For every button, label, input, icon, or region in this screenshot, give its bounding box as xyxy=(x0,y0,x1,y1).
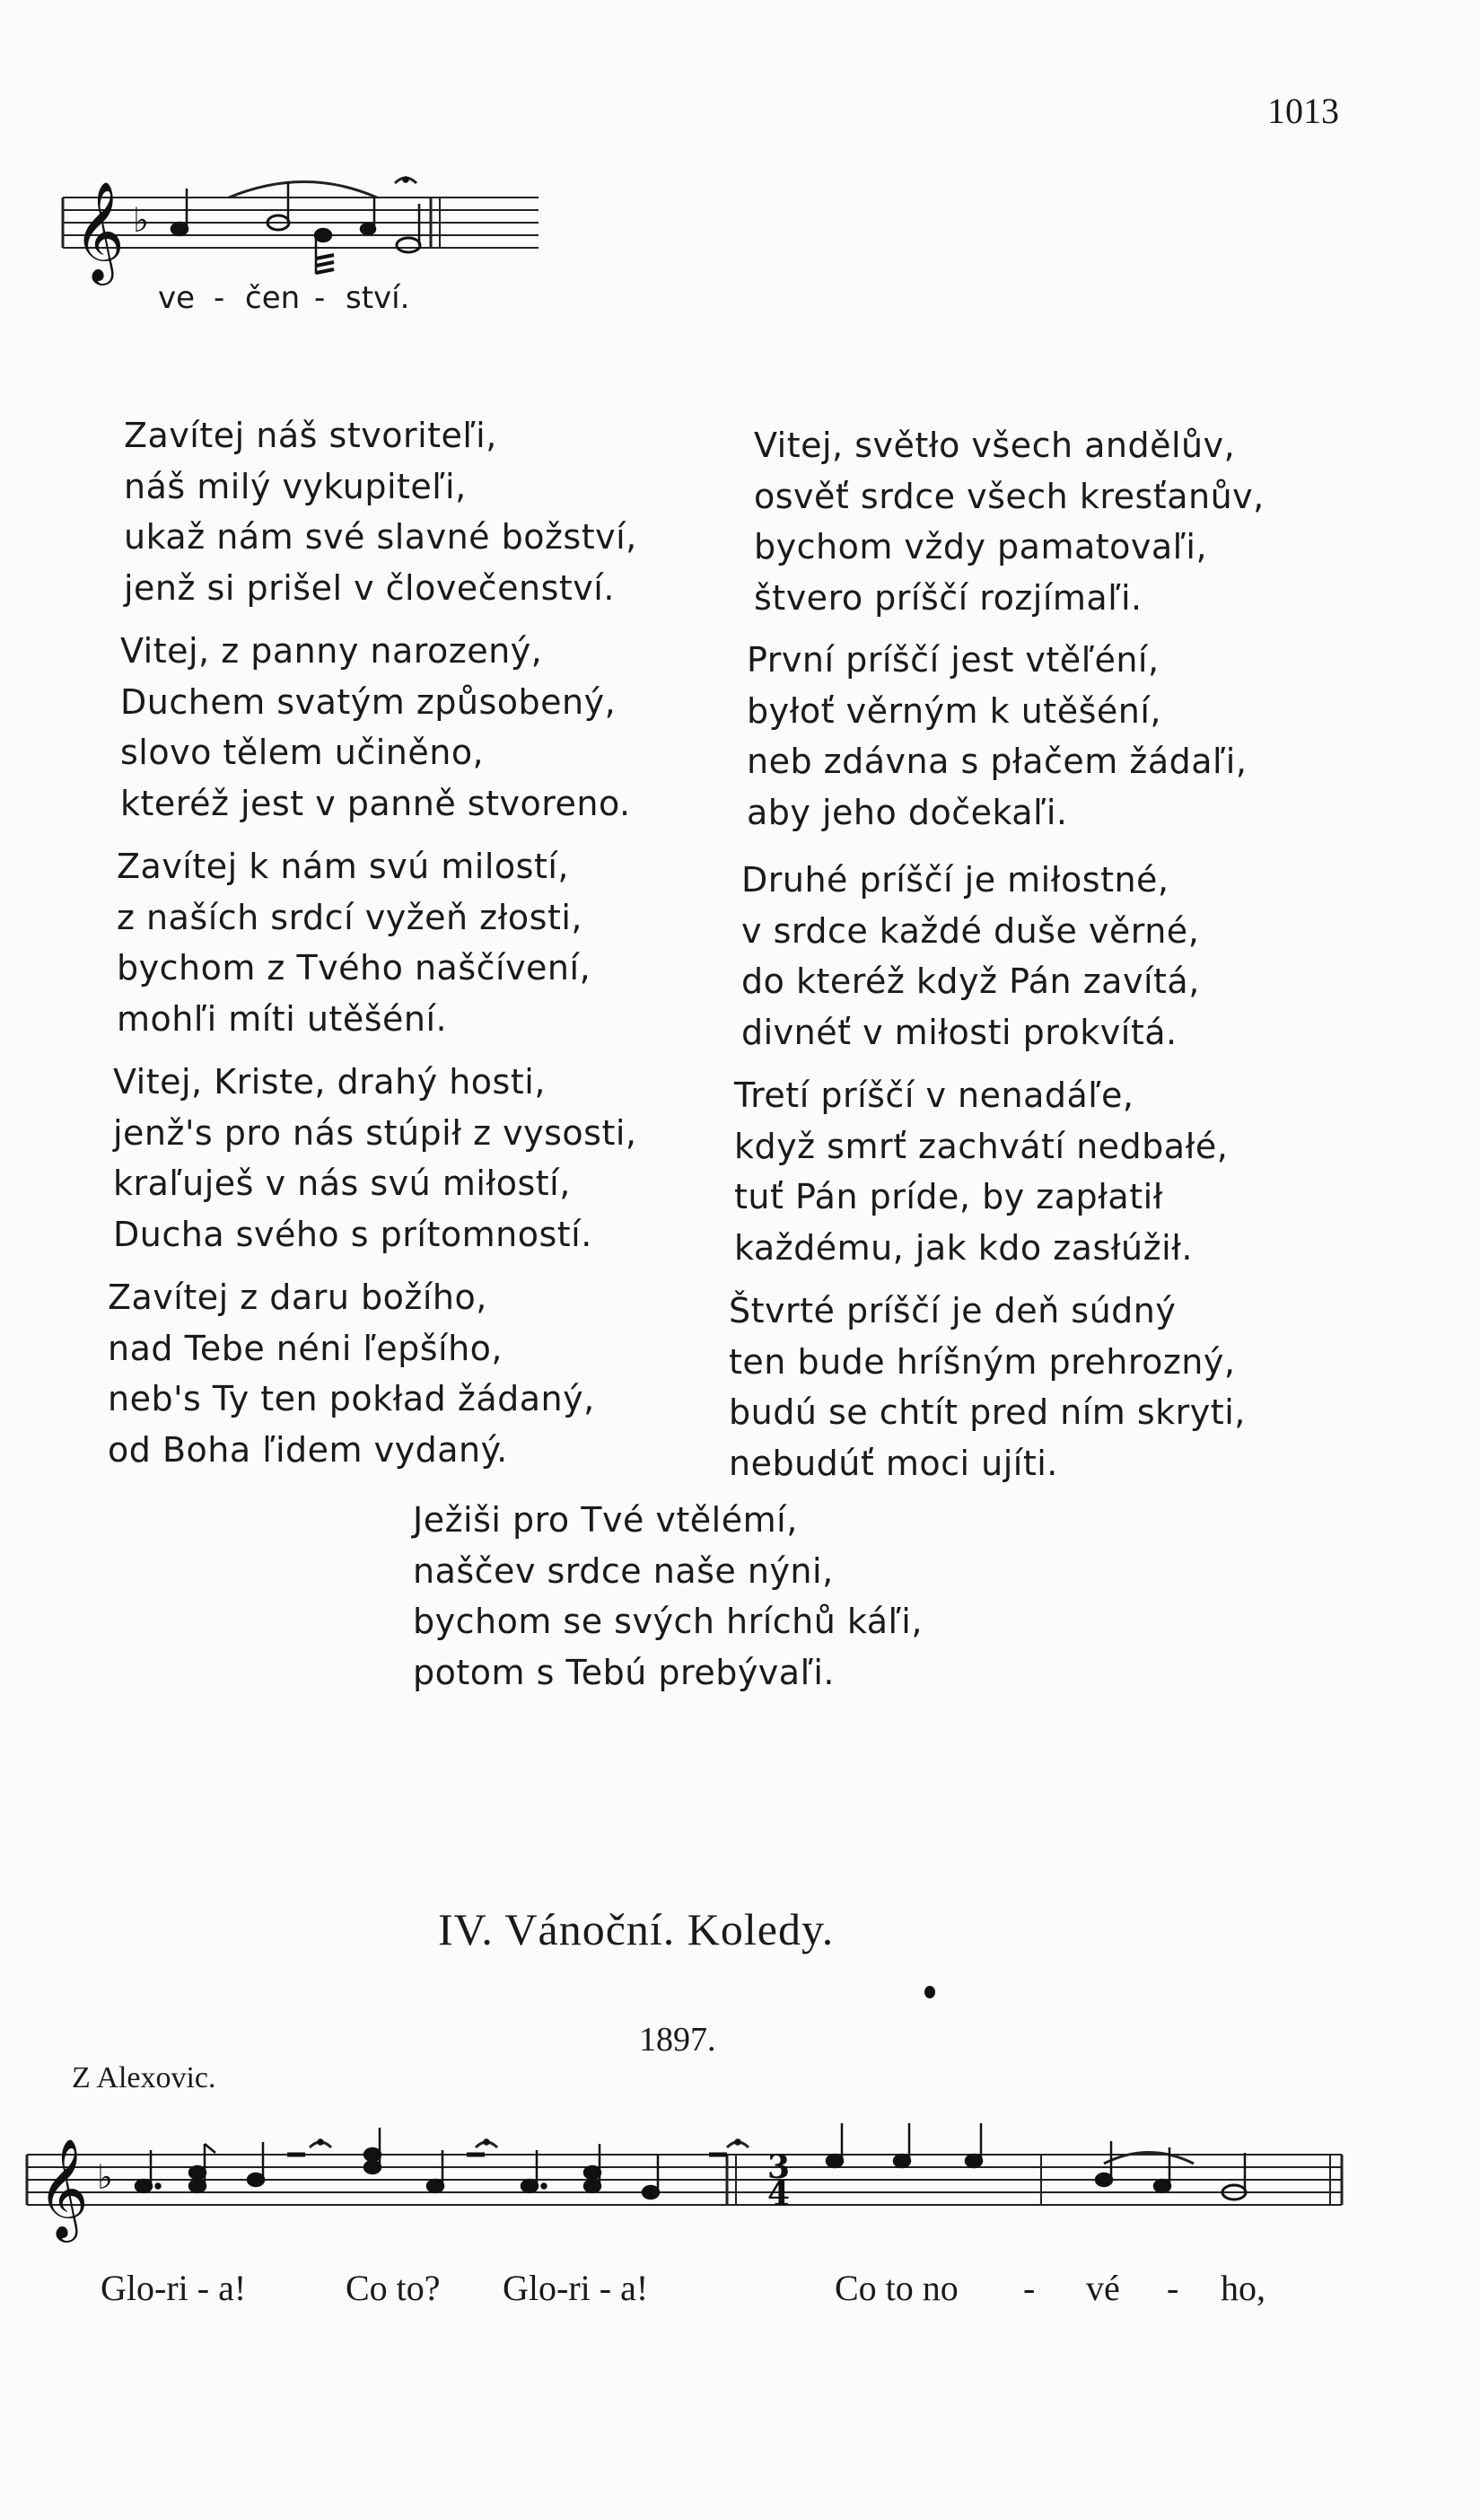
verse-line: Ducha svého s prítomností. xyxy=(113,1214,592,1254)
stanza-center xyxy=(413,1495,923,1698)
svg-text:𝄞: 𝄞 xyxy=(74,180,125,281)
verse-line: štvero príščí rozjímaľi. xyxy=(754,577,1143,618)
stanza-left-5 xyxy=(108,1272,595,1475)
verse-line: osvěť srdce všech kresťanův, xyxy=(754,476,1265,516)
verse-line: v srdce každé duše věrné, xyxy=(741,910,1200,951)
verse-line: aby jeho dočekaľi. xyxy=(747,792,1068,832)
verse-line: Vitej, Kriste, drahý hosti, xyxy=(113,1062,546,1102)
stanza-left-2 xyxy=(120,626,631,829)
svg-text:𝄞: 𝄞 xyxy=(38,2138,89,2238)
verse-line: slovo tělem učiněno, xyxy=(120,733,485,772)
stanza-right-2 xyxy=(747,635,1247,838)
verse-line: Ježiši pro Tvé vtělémí, xyxy=(413,1500,798,1540)
verse-line: Štvrté príščí je deň súdný xyxy=(729,1291,1177,1330)
verse-line: První príščí jest vtěľéní, xyxy=(747,640,1160,680)
verse-line: byłoť věrným k utěšéní, xyxy=(747,690,1161,731)
verse-line: Zavítej z daru božího, xyxy=(108,1278,487,1317)
verse-line: Zavítej náš stvoriteľi, xyxy=(124,416,497,455)
verse-line: Druhé príščí je miłostné, xyxy=(741,860,1169,900)
verse-line: Zavítej k nám svú milostí, xyxy=(117,847,569,886)
lyric-syllable: ho, xyxy=(1221,2268,1265,2308)
syllable: ve xyxy=(158,280,196,316)
verse-line: Vitej, z panny narozený, xyxy=(120,631,543,671)
lyric-syllable: Glo-ri - a! xyxy=(503,2268,649,2308)
verse-line: kteréž jest v panně stvoreno. xyxy=(120,783,631,823)
syllable: čen xyxy=(245,280,301,316)
verse-line: ukaž nám své slavné božství, xyxy=(124,517,637,557)
verse-line: jenž's pro nás stúpił z vysosti, xyxy=(113,1112,637,1153)
stanza-left-4 xyxy=(113,1057,637,1260)
lyric-syllable: vé xyxy=(1086,2268,1120,2308)
verse-line: divnéť v miłosti prokvítá. xyxy=(741,1012,1178,1052)
lyric-syllable: - xyxy=(1167,2268,1179,2308)
verse-line: Duchem svatým způsobený, xyxy=(120,681,617,722)
verse-line: nad Tebe néni ľepšího, xyxy=(108,1328,503,1368)
verse-line: Tretí príščí v nenadáľe, xyxy=(734,1076,1134,1115)
lyric-syllable: - xyxy=(1023,2268,1036,2308)
verse-line: tuť Pán príde, by zapłatił xyxy=(734,1177,1163,1216)
verse-line: neb zdávna s płačem žádaľi, xyxy=(747,742,1248,781)
verse-line: Vitej, světło všech andělův, xyxy=(754,426,1236,465)
verse-line: od Boha ľidem vydaný. xyxy=(108,1429,508,1470)
verse-line: každému, jak kdo zasłúžił. xyxy=(734,1227,1194,1268)
svg-text:♭: ♭ xyxy=(133,200,149,240)
verse-line: z naších srdcí vyžeň złosti, xyxy=(117,897,583,937)
verse-line: do kteréž když Pán zavítá, xyxy=(741,961,1200,1001)
svg-text:♭: ♭ xyxy=(97,2157,113,2197)
section-title: IV. Vánoční. Koledy. xyxy=(438,1904,835,1954)
syllable: - xyxy=(314,280,326,316)
verse-line: naščev srdce naše nýni, xyxy=(413,1550,834,1591)
stanza-left-3 xyxy=(117,841,591,1044)
lyric-syllable: Co to no xyxy=(835,2268,959,2308)
verse-line: bychom vždy pamatovaľi, xyxy=(754,527,1208,566)
verse-line: nebudúť moci ujíti. xyxy=(729,1443,1058,1483)
music-staff-koleda xyxy=(18,2101,1364,2244)
page-number: 1013 xyxy=(1267,91,1339,131)
stanza-right-3 xyxy=(741,855,1200,1058)
ink-dot xyxy=(924,1986,935,1998)
verse-line: náš milý vykupiteľi, xyxy=(124,466,467,506)
verse-line: bychom z Tvého naščívení, xyxy=(117,948,591,988)
syllable: ství. xyxy=(346,280,410,316)
verse-line: mohľi míti utěšéní. xyxy=(117,998,448,1039)
verse-line: bychom se svých hríchů káľi, xyxy=(413,1602,923,1641)
time-signature-top: 3 xyxy=(767,2148,791,2186)
origin: Z Alexovic. xyxy=(72,2061,216,2094)
stanza-right-1 xyxy=(754,420,1265,623)
stanza-right-4 xyxy=(734,1070,1228,1273)
verse-line: když smrť zachvátí nedbałé, xyxy=(734,1126,1229,1166)
syllable: - xyxy=(214,280,225,316)
lyric-syllable: Co to? xyxy=(346,2268,441,2308)
stanza-right-5 xyxy=(729,1286,1246,1488)
verse-line: jenž si prišel v človečenství. xyxy=(124,567,615,608)
verse-line: potom s Tebú prebývaľi. xyxy=(413,1652,835,1692)
time-signature-bottom: 4 xyxy=(767,2175,791,2213)
year: 1897. xyxy=(639,2021,716,2059)
verse-line: kraľuješ v nás svú miłostí, xyxy=(113,1163,571,1203)
stanza-left-1 xyxy=(124,410,637,613)
music-staff-fragment xyxy=(54,162,556,287)
verse-line: neb's Ty ten pokład žádaný, xyxy=(108,1379,595,1418)
lyric-syllable: Glo-ri - a! xyxy=(101,2268,247,2308)
verse-line: ten bude hríšným prehrozný, xyxy=(729,1341,1236,1382)
verse-line: budú se chtít pred ním skryti, xyxy=(729,1392,1246,1432)
